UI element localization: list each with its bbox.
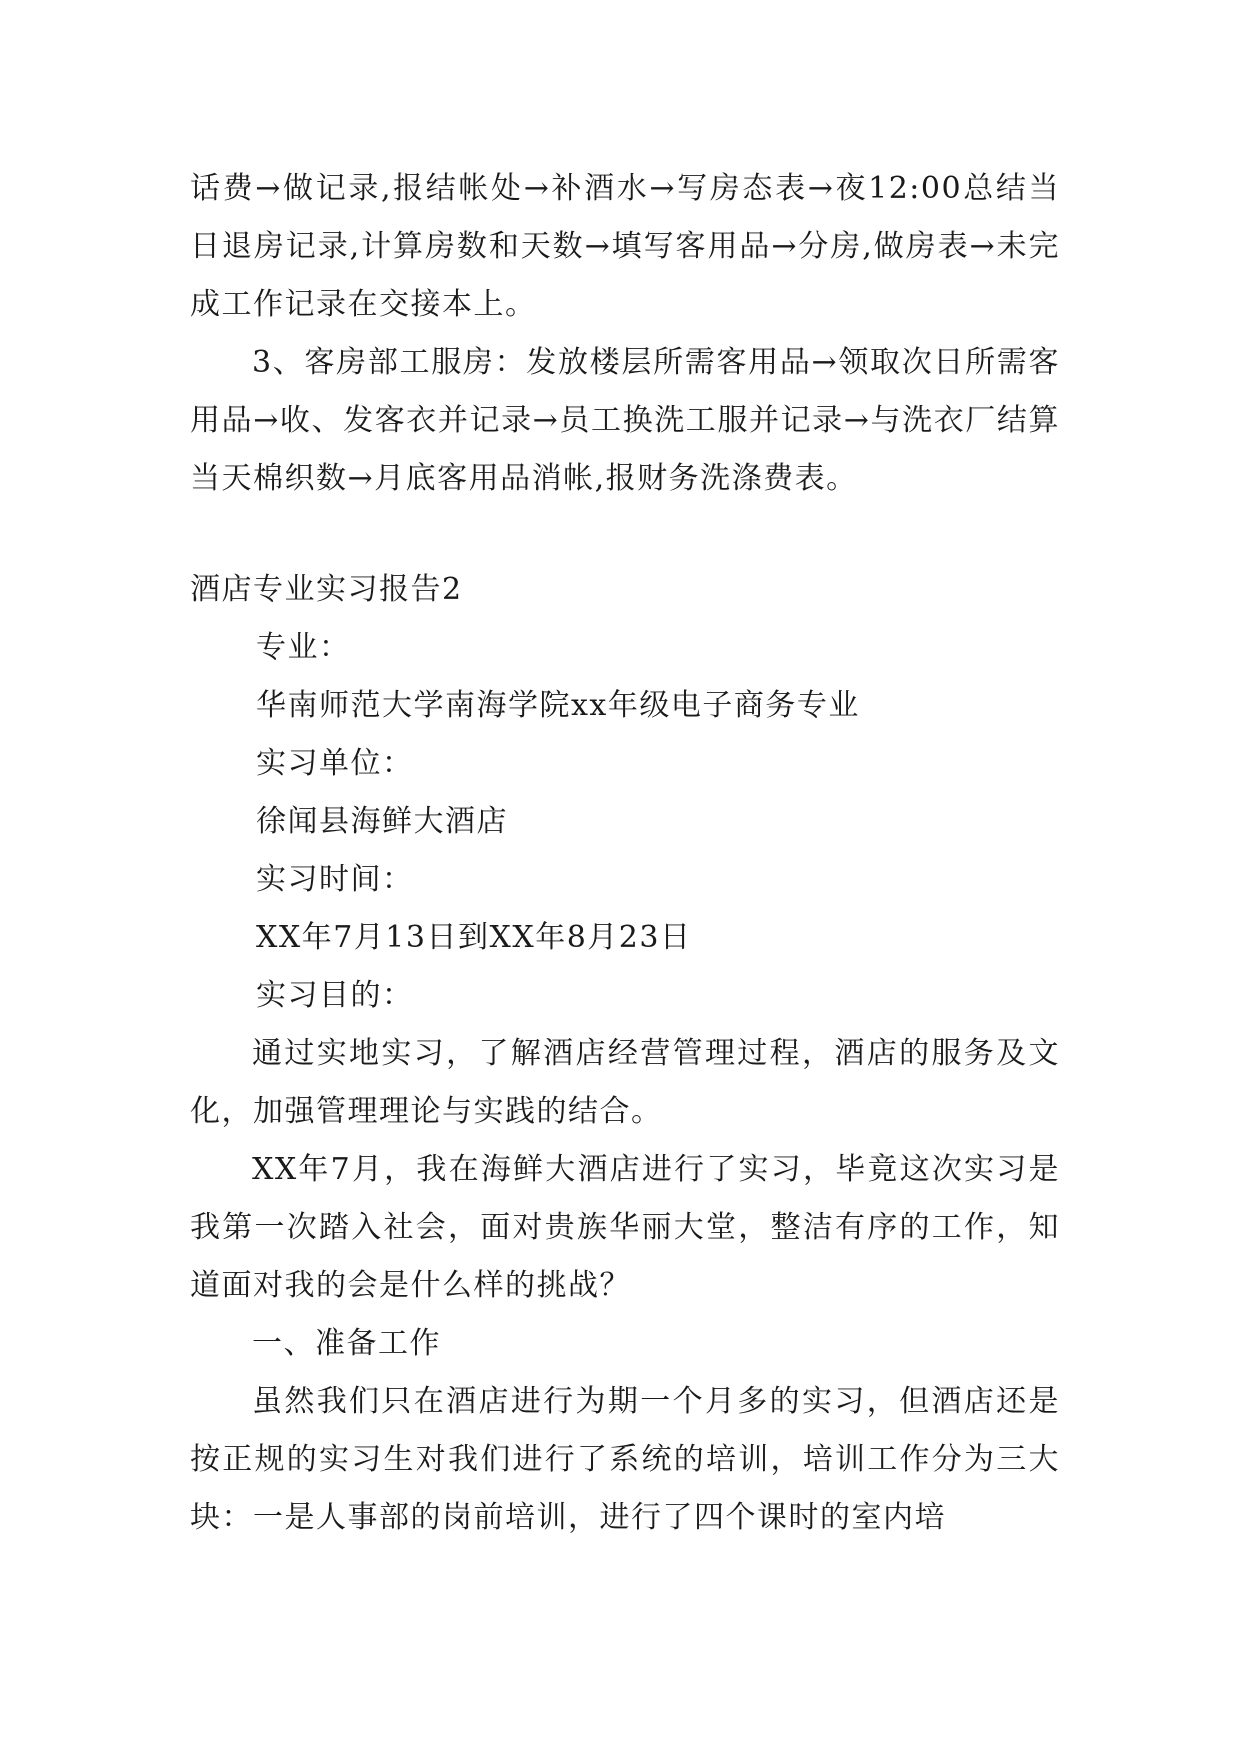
- paragraph-housekeeping-uniform-room: 3、客房部工服房：发放楼层所需客用品→领取次日所需客用品→收、发客衣并记录→员工换洗工服并记录→与洗衣厂结算当天棉织数→月底客用品消帐,报财务洗涤费表。: [190, 345, 1060, 496]
- field-unit-value: 徐闻县海鲜大酒店: [256, 804, 508, 839]
- report-title: 酒店专业实习报告2: [190, 572, 463, 607]
- document-body: [190, 160, 1060, 1547]
- section-heading-preparation: 一、准备工作: [252, 1326, 441, 1361]
- field-purpose-label: 实习目的：: [256, 978, 414, 1013]
- field-major-label: 专业：: [256, 630, 351, 665]
- field-unit-label: 实习单位：: [256, 746, 414, 781]
- paragraph-intro: XX年7月，我在海鲜大酒店进行了实习，毕竟这次实习是我第一次踏入社会，面对贵族华丽大堂，整洁有序的工作，知道面对我的会是什么样的挑战？: [190, 1152, 1060, 1303]
- field-time-value: XX年7月13日到XX年8月23日: [256, 920, 692, 955]
- paragraph-training: 虽然我们只在酒店进行为期一个月多的实习，但酒店还是按正规的实习生对我们进行了系统的培训，培训工作分为三大块：一是人事部的岗前培训，进行了四个课时的室内培: [190, 1384, 1060, 1535]
- paragraph-purpose: 通过实地实习，了解酒店经营管理过程，酒店的服务及文化，加强管理理论与实践的结合。: [190, 1036, 1060, 1129]
- field-time-label: 实习时间：: [256, 862, 414, 897]
- field-major-value: 华南师范大学南海学院xx年级电子商务专业: [256, 688, 860, 723]
- paragraph-front-desk-duties: 话费→做记录,报结帐处→补酒水→写房态表→夜12:00总结当日退房记录,计算房数和天数→填写客用品→分房,做房表→未完成工作记录在交接本上。: [190, 171, 1060, 322]
